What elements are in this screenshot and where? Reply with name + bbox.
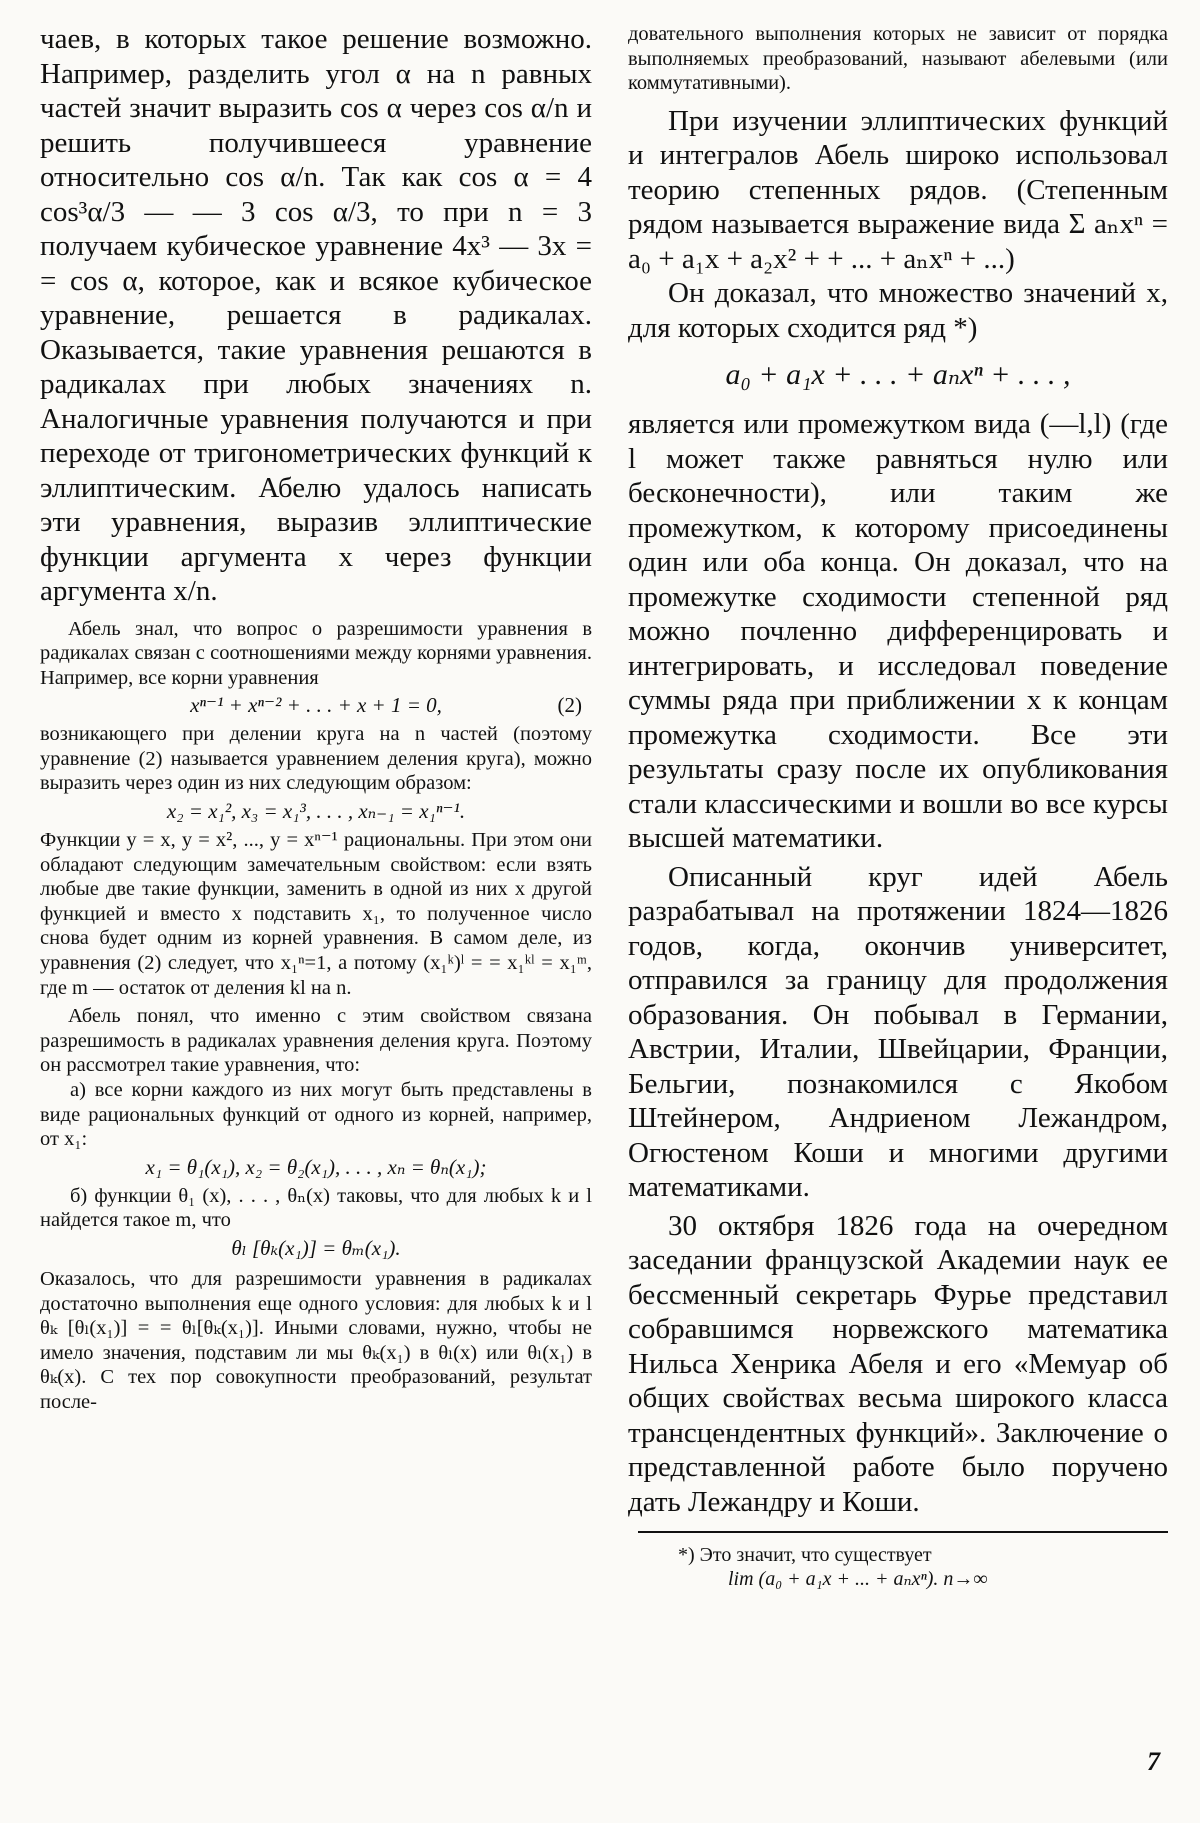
left-paragraph-2: Абель знал, что вопрос о разрешимости уравнения в радикалах связан с соотношениями между корнями уравнения. Например, все корни уравнения	[40, 617, 592, 689]
right-column	[628, 22, 1168, 1591]
formula-rational-roots: x₁ = θ₁(x₁), x₂ = θ₂(x₁), . . . , xₙ = θₙ(x₁);	[145, 1154, 487, 1179]
right-paragraph-5: Описанный круг идей Абель разрабатывал на протяжении 1824—1826 годов, когда, окончив университет, отправился за границу для продолжения образования. Он побывал в Германии, Австрии, Италии, Швейцарии, Франции, Бельгии, познакомился с Якобом Штейнером, Андриеном Лежандром, Огюстеном Коши и многими другими математиками.	[628, 860, 1168, 1204]
formula-circle-division-text: xⁿ⁻¹ + xⁿ⁻² + . . . + x + 1 = 0,	[190, 693, 442, 718]
condition-a: а) все корни каждого из них могут быть представлены в виде рациональных функций от одного из корней, например, от x₁:	[40, 1079, 592, 1151]
formula-roots-powers: x₂ = x₁², x₃ = x₁³, . . . , xₙ₋₁ = x₁ⁿ⁻¹.	[166, 799, 466, 824]
equation-number-2: (2)	[557, 693, 582, 718]
left-paragraph-1: чаев, в которых такое решение возможно. Например, разделить угол α на n равных частей значит выразить cos α через cos α/n и решить получившееся уравнение относительно cos α/n. Так как cos α = 4 cos³α/3 — — 3 cos α/3, то при n = 3 получаем кубическое уравнение 4x³ — 3x = = cos α, которое, как и всякое кубическое уравнение, решается в радикалах. Оказывается, такие уравнения решаются в радикалах при любых значениях n. Аналогичные уравнения получаются и при переходе от тригонометрических функций к эллиптическим. Абелю удалось написать эти уравнения, выразив эллиптические функции аргумента x через функции аргумента x/n.	[40, 23, 592, 607]
right-paragraph-4: является или промежутком вида (—l,l) (где l может также равняться нулю или бесконечности), или таким же промежутком, к которому присоединены один или оба конца. Он доказал, что на промежутке сходимости степенной ряд можно почленно дифференцировать и интегрировать, и исследовал поведение суммы ряда при приближении x к концам промежутка сходимости. Все эти результаты сразу после их опубликования стали классическими и вошли во все курсы высшей математики.	[628, 408, 1168, 855]
footnote-formula: lim (a₀ + a₁x + ... + aₙxⁿ). n→∞	[728, 1568, 988, 1591]
page-number: 7	[1147, 1747, 1160, 1776]
footnote-rule	[638, 1531, 1168, 1533]
left-paragraph-5: Абель понял, что именно с этим свойством связана разрешимость в радикалах уравнения деления круга. Поэтому он рассмотрел такие уравнения, что:	[40, 1005, 592, 1077]
right-paragraph-1: довательного выполнения которых не зависит от порядка выполняемых преобразований, называют абелевыми (или коммутативными).	[628, 23, 1168, 95]
formula-power-series: a₀ + a₁x + . . . + aₙxⁿ + . . . ,	[725, 358, 1071, 392]
right-paragraph-6: 30 октября 1826 года на очередном заседании французской Академии наук ее бессменный секретарь Фурье представил собравшимся норвежского математика Нильса Хенрика Абеля и его «Мемуар об общих свойствах весьма широкого класса трансцендентных функций». Заключение о представленной работе было поручено дать Лежандру и Коши.	[628, 1209, 1168, 1518]
left-paragraph-3: возникающего при делении круга на n частей (поэтому уравнение (2) называется уравнением деления круга), можно выразить через один из них следующим образом:	[40, 723, 592, 795]
right-paragraph-2: При изучении эллиптических функций и интегралов Абель широко использовал теорию степенных рядов. (Степенным рядом называется выражение вида Σ aₙxⁿ = a₀ + a₁x + a₂x² + + ... + aₙxⁿ + ...)	[628, 104, 1168, 275]
formula-composition: θₗ [θₖ(x₁)] = θₘ(x₁).	[231, 1235, 401, 1260]
footnote-text: *) Это значит, что существует	[678, 1544, 932, 1567]
formula-circle-division	[40, 692, 592, 718]
condition-b: б) функции θ₁ (x), . . . , θₙ(x) таковы, что для любых k и l найдется такое m, что	[40, 1184, 592, 1232]
right-paragraph-3: Он доказал, что множество значений x, для которых сходится ряд *)	[628, 277, 1168, 344]
left-column	[40, 22, 592, 1415]
left-paragraph-6: Оказалось, что для разрешимости уравнения в радикалах достаточно выполнения еще одного условия: для любых k и l θₖ [θₗ(x₁)] = = θₗ[θₖ(x₁)]. Иными словами, нужно, чтобы не имело значения, подставим ли мы θₖ(x₁) в θₗ(x) или θₗ(x₁) в θₖ(x). С тех пор совокупности преобразований, результат после-	[40, 1267, 592, 1413]
left-paragraph-4: Функции y = x, y = x², ..., y = xⁿ⁻¹ рациональны. При этом они обладают следующим замечательным свойством: если взять любые две такие функции, заменить в одной из них x другой функцией и вместо x подставить x₁, то полученное число снова будет одним из корней уравнения. В самом деле, из уравнения (2) следует, что x₁ⁿ=1, а потому (x₁ᵏ)ˡ = = x₁ᵏˡ = x₁ᵐ, где m — остаток от деления kl на n.	[40, 829, 592, 999]
